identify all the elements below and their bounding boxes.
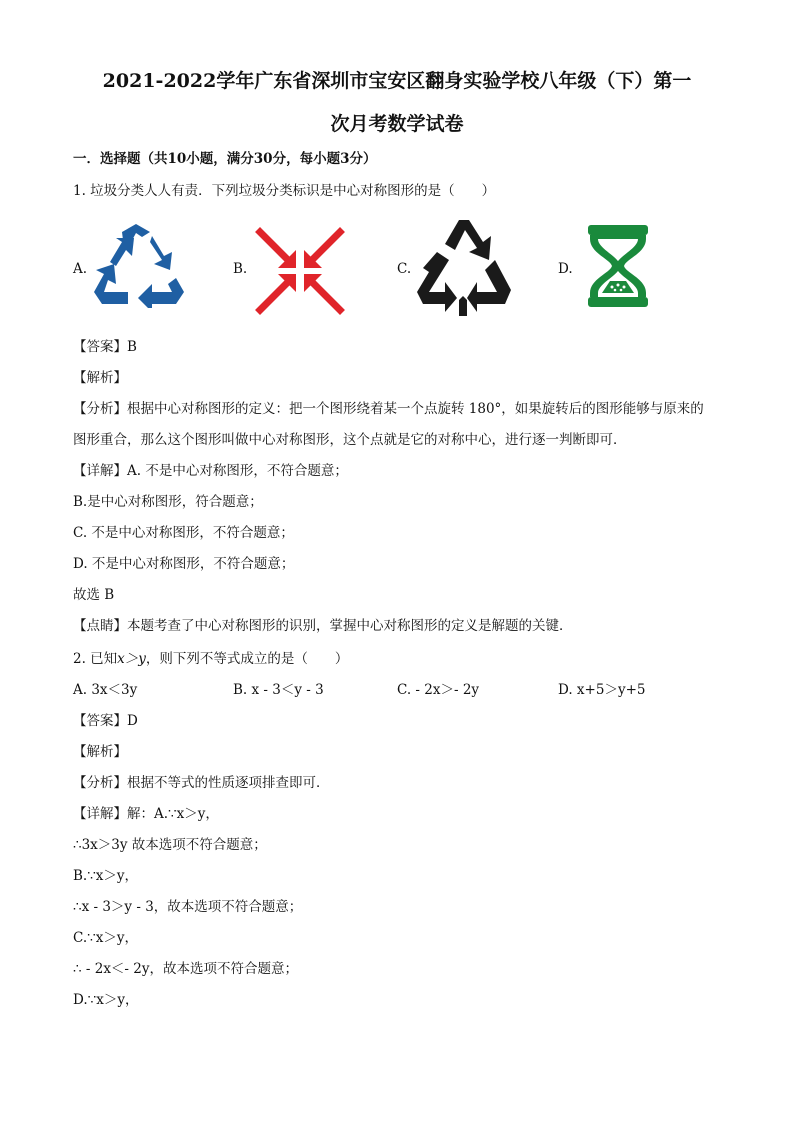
question-2-detail-line: B.∵x＞y， [73,868,139,884]
question-1-remark: 【点睛】本题考查了中心对称图形的识别，掌握中心对称图形的定义是解题的关键． [73,618,573,634]
exam-title-line-2: 次月考数学试卷 [330,113,464,135]
question-2-detail-line: ∴3x＞3y 故本选项不符合题意； [73,837,267,853]
question-2-detail-line: C.∵x＞y， [73,930,138,946]
black-recycle-triangle-icon [415,216,513,320]
option-b-label: B. [233,261,248,277]
question-2-choice-c: C. - 2x＞- 2y [397,682,480,698]
question-2-detail-line: ∴x - 3＞y - 3，故本选项不符合题意； [73,899,303,915]
question-1-detail-line: B.是中心对称图形，符合题意； [73,494,263,510]
question-1-detail-line: C. 不是中心对称图形，不符合题意； [73,525,294,541]
option-d-label: D. [558,261,573,277]
question-2-choice-d: D. x+5＞y+5 [558,682,646,698]
question-1-detail-line: 【详解】A. 不是中心对称图形，不符合题意； [73,463,348,479]
question-1-detail-line: D. 不是中心对称图形，不符合题意； [73,556,295,572]
question-1-analysis-line: 图形重合，那么这个图形叫做中心对称图形，这个点就是它的对称中心，进行逐一判断即可． [73,432,627,448]
question-2-stem-condition: x＞y [117,651,146,667]
red-inward-arrows-cross-icon [254,226,346,316]
question-1-analysis-line: 【分析】根据中心对称图形的定义：把一个图形绕着某一个点旋转 180°，如果旋转后的图形能够与原来的 [73,401,704,417]
section-heading: 一．选择题（共10小题，满分30分，每小题3分） [73,151,377,167]
question-1-conclusion: 故选 B [73,587,115,603]
option-a-label: A. [73,261,88,277]
question-2-choice-b: B. x - 3＜y - 3 [233,682,324,698]
question-2-choice-a: A. 3x＜3y [73,682,138,698]
question-2-answer: 【答案】D [73,713,138,729]
question-2-detail-line: 【详解】解：A.∵x＞y， [73,806,219,822]
question-2-detail-line: ∴ - 2x＜- 2y，故本选项不符合题意； [73,961,299,977]
question-2-stem-suffix: ，则下列不等式成立的是（ ） [145,651,349,667]
question-2-detail-line: D.∵x＞y， [73,992,139,1008]
question-1-analysis-title: 【解析】 [73,370,127,386]
question-1-answer: 【答案】B [73,339,137,355]
question-1-stem: 1. 垃圾分类人人有责．下列垃圾分类标识是中心对称图形的是（ ） [73,183,496,199]
question-2-analysis-line: 【分析】根据不等式的性质逐项排查即可． [73,775,330,791]
exam-title-line-1: 2021-2022学年广东省深圳市宝安区翻身实验学校八年级（下）第一 [102,70,692,92]
option-c-label: C. [397,261,412,277]
blue-recycle-triangle-icon [92,222,186,308]
green-hourglass-icon [584,223,652,309]
question-2-stem-prefix: 2. 已知 [73,651,118,667]
question-2-stem [73,650,348,668]
question-2-analysis-title: 【解析】 [73,744,127,760]
